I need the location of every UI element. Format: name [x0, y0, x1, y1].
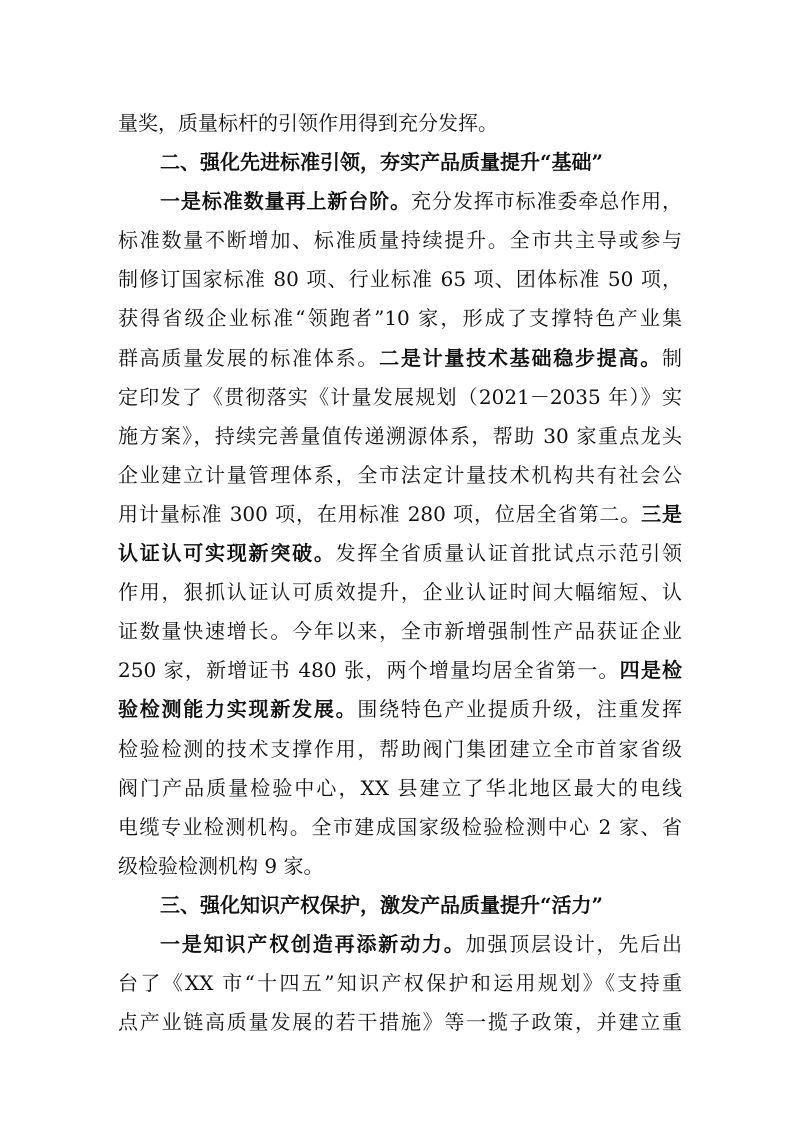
- bold-text: 二、强化先进标准引领，夯实产品质量提升“基础”: [160, 150, 604, 175]
- body-text: 级检验检测机构 9 家。: [118, 853, 324, 878]
- body-text: 电缆专业检测机构。全市建成国家级检验检测中心 2 家、省: [118, 814, 682, 839]
- body-text: 施方案》，持续完善量值传递溯源体系，帮助 30 家重点龙头: [118, 423, 682, 448]
- bold-text: 三、强化知识产权保护，激发产品质量提升“活力”: [160, 892, 604, 917]
- body-text: 制修订国家标准 80 项、行业标准 65 项、团体标准 50 项，: [118, 267, 682, 292]
- body-text: 围绕特色产业提质升级，注重发挥: [357, 697, 682, 722]
- bold-text: 一是标准数量再上新台阶。: [160, 189, 411, 214]
- text-line: [118, 808, 682, 847]
- document-page: [118, 104, 682, 1042]
- text-line: [118, 534, 682, 573]
- body-text: 充分发挥市标准委牵总作用，: [411, 189, 682, 214]
- bold-text: 验检测能力实现新发展。: [118, 697, 358, 722]
- text-line: [118, 1003, 682, 1042]
- text-line: [118, 299, 682, 338]
- text-line: [118, 690, 682, 729]
- body-text: 阀门产品质量检验中心，XX 县建立了华北地区最大的电线: [118, 775, 682, 800]
- text-line: [118, 612, 682, 651]
- text-line: [118, 456, 682, 495]
- body-text: 台了《XX 市“十四五”知识产权保护和运用规划》《支持重: [118, 971, 682, 996]
- text-line: [118, 925, 682, 964]
- text-line: [118, 651, 682, 690]
- text-line: [118, 730, 682, 769]
- body-text: 检验检测的技术支撑作用，帮助阀门集团建立全市首家省级: [118, 736, 682, 761]
- body-text: 用计量标准 300 项，在用标准 280 项，位居全省第二。: [118, 501, 642, 526]
- text-line: [118, 182, 682, 221]
- bold-text: 四是检: [619, 658, 682, 683]
- text-line: [118, 417, 682, 456]
- body-text: 获得省级企业标准“领跑者”10 家，形成了支撑特色产业集: [118, 306, 682, 331]
- body-text: 量奖，质量标杆的引领作用得到充分发挥。: [118, 111, 498, 135]
- body-text: 作用，狠抓认证认可质效提升，企业认证时间大幅缩短、认: [118, 580, 682, 605]
- body-text: 标准数量不断增加、标准质量持续提升。全市共主导或参与: [118, 228, 682, 253]
- text-line: [118, 964, 682, 1003]
- body-text: 群高质量发展的标准体系。: [118, 345, 380, 370]
- text-line: [118, 378, 682, 417]
- section-heading: [118, 143, 682, 182]
- text-line: [118, 495, 682, 534]
- bold-text: 三是: [641, 501, 682, 526]
- text-line: [118, 847, 682, 886]
- body-text: 点产业链高质量发展的若干措施》等一揽子政策，并建立重: [118, 1010, 682, 1035]
- body-text: 制: [662, 345, 682, 370]
- text-line: [118, 221, 682, 260]
- bold-text: 认证认可实现新突破。: [118, 541, 336, 566]
- text-line: [118, 339, 682, 378]
- bold-text: 一是知识产权创造再添新动力。: [160, 931, 466, 956]
- section-heading: [118, 886, 682, 925]
- body-text: 加强顶层设计，先后出: [465, 931, 682, 956]
- text-line: [118, 573, 682, 612]
- body-text: 发挥全省质量认证首批试点示范引领: [335, 541, 682, 566]
- text-line: [118, 769, 682, 808]
- bold-text: 二是计量技术基础稳步提高。: [379, 345, 663, 370]
- body-text: 企业建立计量管理体系，全市法定计量技术机构共有社会公: [118, 462, 682, 487]
- text-line: [118, 260, 682, 299]
- body-text: 证数量快速增长。今年以来，全市新增强制性产品获证企业: [118, 619, 682, 644]
- body-text: 250 家，新增证书 480 张，两个增量均居全省第一。: [118, 658, 620, 683]
- text-line: [118, 104, 682, 143]
- body-text: 定印发了《贯彻落实《计量发展规划（2021－2035 年）》实: [118, 384, 682, 409]
